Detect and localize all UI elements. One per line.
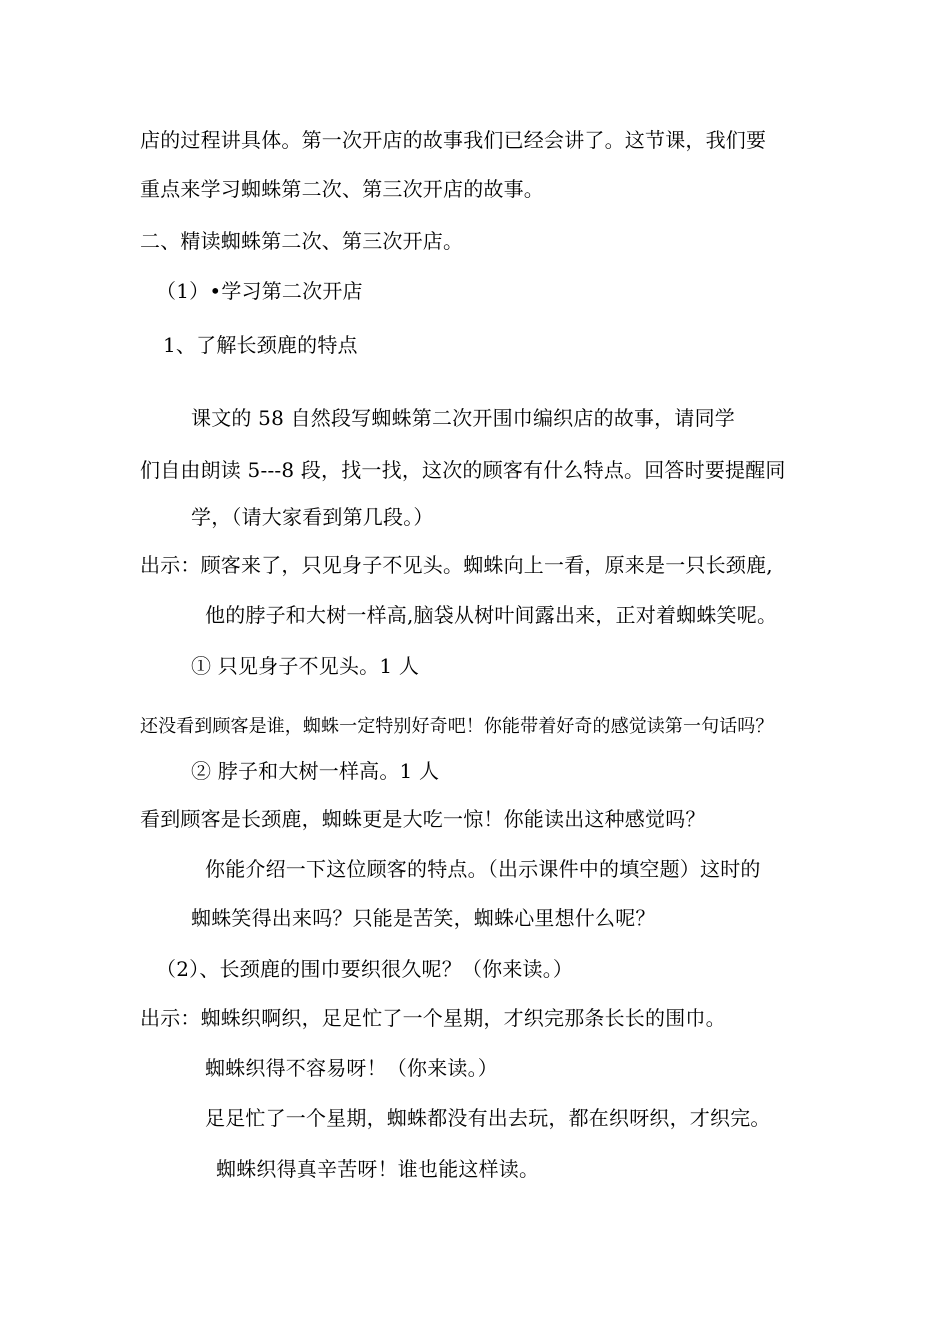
point-heading: 1、了解长颈鹿的特点 (163, 333, 358, 357)
text-line-19: 蜘蛛织得不容易呀！（你来读。） (205, 1056, 498, 1080)
text-line-1: 店的过程讲具体。第一次开店的故事我们已经会讲了。这节课，我们要 (140, 128, 767, 152)
quote-line-2: 他的脖子和大树一样高,脑袋从树叶间露出来，正对着蜘蛛笑呢。 (205, 603, 778, 627)
text-line-16: 蜘蛛笑得出来吗？只能是苦笑，蜘蛛心里想什么呢？ (191, 906, 656, 930)
text-line-20: 足足忙了一个星期，蜘蛛都没有出去玩，都在织呀织，才织完。 (205, 1106, 771, 1130)
section-heading: 二、精读蜘蛛第二次、第三次开店。 (140, 229, 464, 253)
subsection-heading: （1）•学习第二次开店 (156, 279, 363, 303)
text-line-2: 重点来学习蜘蛛第二次、第三次开店的故事。 (140, 177, 544, 201)
text-line-15: 你能介绍一下这位顾客的特点。（出示课件中的填空题）这时的 (205, 857, 761, 881)
text-line-8: 学，（请大家看到第几段。） (191, 505, 434, 529)
list-item-2: ② 脖子和大树一样高。1 人 (191, 759, 440, 783)
quote-line-3: 出示：蜘蛛织啊织，足足忙了一个星期，才织完那条长长的围巾。 (140, 1006, 726, 1030)
text-line-7: 们自由朗读 5---8 段，找一找，这次的顾客有什么特点。回答时要提醒同 (140, 458, 786, 482)
subsection-heading-2: （2）、长颈鹿的围巾要织很久呢？（你来读。） (156, 957, 574, 981)
list-item-1: ① 只见身子不见头。1 人 (191, 654, 420, 678)
text-line-14: 看到顾客是长颈鹿，蜘蛛更是大吃一惊！你能读出这种感觉吗？ (140, 807, 706, 831)
text-line-6: 课文的 58 自然段写蜘蛛第二次开围巾编织店的故事，请同学 (191, 406, 735, 430)
text-line-12: 还没看到顾客是谁，蜘蛛一定特别好奇吧！你能带着好奇的感觉读第一句话吗？ (140, 716, 774, 737)
text-line-21: 蜘蛛织得真辛苦呀！谁也能这样读。 (216, 1157, 540, 1181)
quote-line-1: 出示：顾客来了，只见身子不见头。蜘蛛向上一看，原来是一只长颈鹿, (140, 553, 773, 577)
